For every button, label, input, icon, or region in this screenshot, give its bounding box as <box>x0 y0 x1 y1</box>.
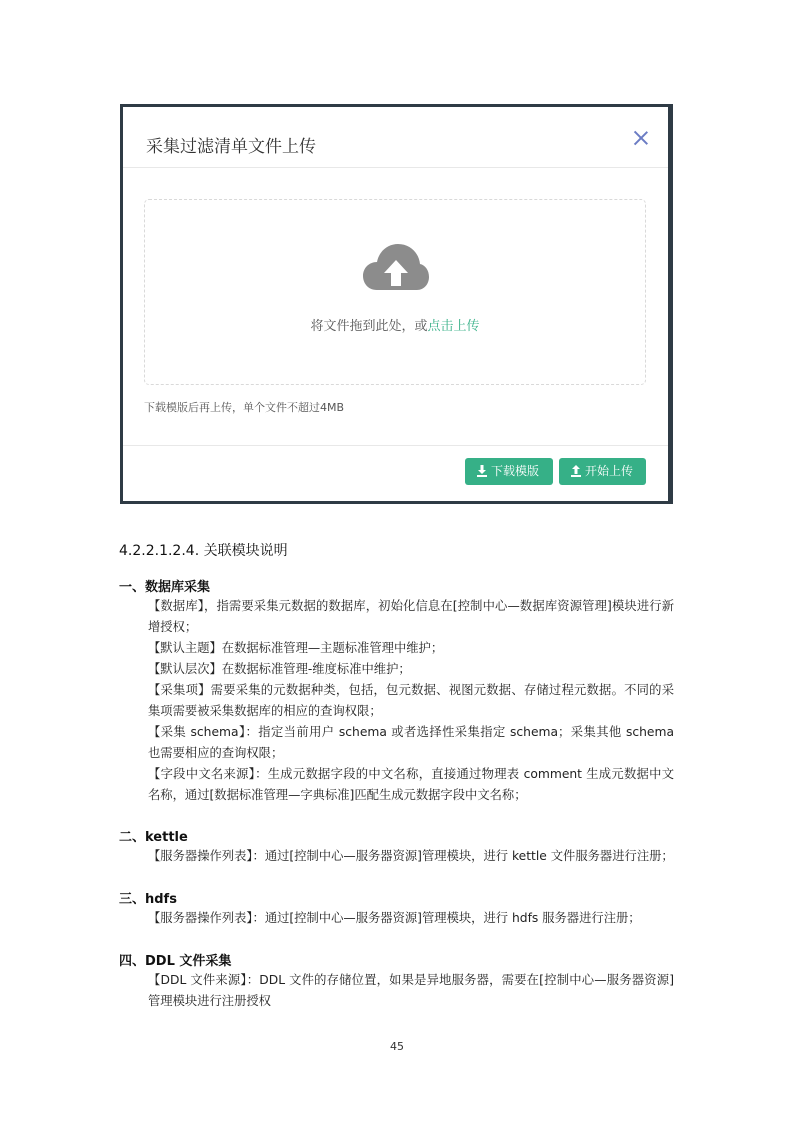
paragraph-collect-schema: 【采集 schema】：指定当前用户 schema 或者选择性采集指定 schema；采集其他 schema 也需要相应的查询权限； <box>148 725 674 760</box>
section-heading: 4.2.2.1.2.4. 关联模块说明 <box>119 543 288 559</box>
paragraph-collect-item: 【采集项】需要采集的元数据种类，包括，包元数据、视图元数据、存储过程元数据。不同的采集项需要被采集数据库的相应的查询权限； <box>148 683 674 718</box>
file-drop-zone[interactable] <box>144 199 646 385</box>
paragraph-field-name-source: 【字段中文名来源】：生成元数据字段的中文名称，直接通过物理表 comment 生成元数据中文名称，通过[数据标准管理—字典标准]匹配生成元数据字段中文名称； <box>148 767 674 802</box>
dialog-title: 采集过滤清单文件上传 <box>146 137 316 157</box>
paragraph-kettle-server: 【服务器操作列表】：通过[控制中心—服务器资源]管理模块，进行 kettle 文件服务器进行注册； <box>148 849 674 863</box>
start-upload-button[interactable] <box>559 458 646 485</box>
click-upload-link[interactable]: 点击上传 <box>427 319 480 334</box>
drop-text: 将文件拖到此处，或 <box>310 319 428 334</box>
dialog-footer <box>123 445 668 502</box>
start-upload-label: 开始上传 <box>585 464 634 478</box>
drop-instruction <box>145 315 645 334</box>
paragraph-default-level: 【默认层次】在数据标准管理-维度标准中维护； <box>148 662 411 676</box>
download-icon <box>477 465 487 477</box>
paragraph-default-theme: 【默认主题】在数据标准管理—主题标准管理中维护； <box>148 641 444 655</box>
block-heading-hdfs: 三、hdfs <box>119 892 177 907</box>
block-heading-kettle: 二、kettle <box>119 830 188 845</box>
block-heading-ddl: 四、DDL 文件采集 <box>119 954 232 969</box>
page-number: 45 <box>390 1040 404 1053</box>
upload-dialog-screenshot <box>120 104 673 504</box>
close-icon[interactable] <box>634 131 648 145</box>
upload-icon <box>571 465 581 477</box>
dialog-header <box>123 107 668 168</box>
cloud-upload-icon <box>363 242 429 292</box>
paragraph-database: 【数据库】，指需要采集元数据的数据库，初始化信息在[控制中心—数据库资源管理]模块进行新增授权； <box>148 599 674 634</box>
download-template-label: 下载模版 <box>491 464 540 478</box>
paragraph-hdfs-server: 【服务器操作列表】：通过[控制中心—服务器资源]管理模块，进行 hdfs 服务器进行注册； <box>148 911 641 925</box>
paragraph-ddl-source: 【DDL 文件来源】：DDL 文件的存储位置，如果是异地服务器，需要在[控制中心—服务器资源]管理模块进行注册授权 <box>148 973 674 1008</box>
block-heading-database: 一、数据库采集 <box>119 580 211 595</box>
upload-hint: 下载模版后再上传，单个文件不超过4MB <box>144 401 345 414</box>
upload-dialog <box>123 107 668 501</box>
download-template-button[interactable] <box>465 458 553 485</box>
